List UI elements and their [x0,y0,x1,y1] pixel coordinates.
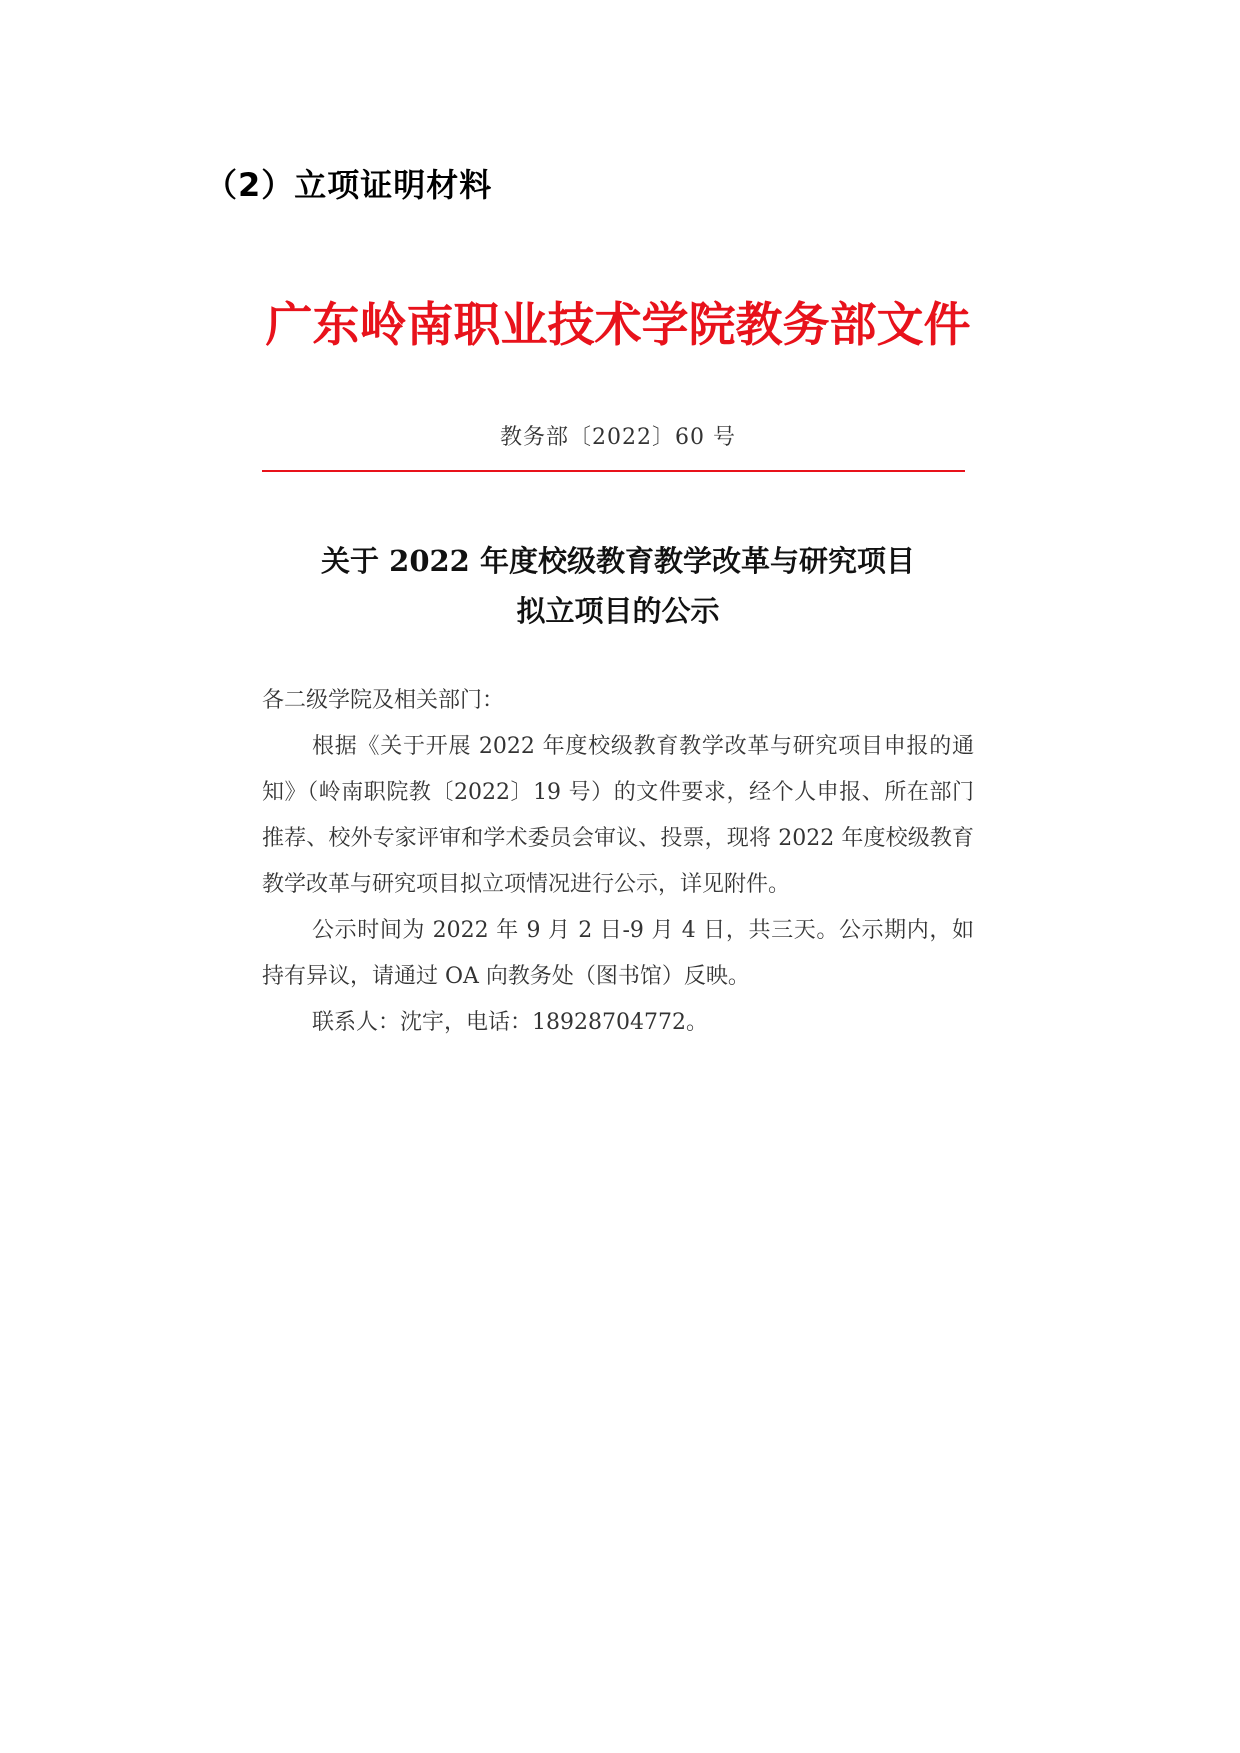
body-paragraph-2: 公示时间为 2022 年 9 月 2 日-9 月 4 日，共三天。公示期内，如持有异议，请通过 OA 向教务处（图书馆）反映。 [262,918,974,989]
document-title [262,536,974,636]
body-paragraph-1: 根据《关于开展 2022 年度校级教育教学改革与研究项目申报的通知》（岭南职院教〔2022〕19 号）的文件要求，经个人申报、所在部门推荐、校外专家评审和学术委员会审议、投票，现将 2022 年度校级教育教学改革与研究项目拟立项情况进行公示，详见附件。 [262,734,974,897]
red-divider-line [262,470,965,472]
document-number: 教务部〔2022〕60 号 [500,425,736,450]
document-body [262,678,974,1046]
document-title-line-2: 拟立项目的公示 [516,594,720,628]
section-heading: （2）立项证明材料 [205,166,493,204]
salutation: 各二级学院及相关部门： [262,688,505,713]
document-title-line-1: 关于 2022 年度校级教育教学改革与研究项目 [321,544,915,578]
issuer-header: 广东岭南职业技术学院教务部文件 [265,298,971,353]
contact-paragraph: 联系人：沈宇，电话：18928704772。 [312,1010,708,1035]
